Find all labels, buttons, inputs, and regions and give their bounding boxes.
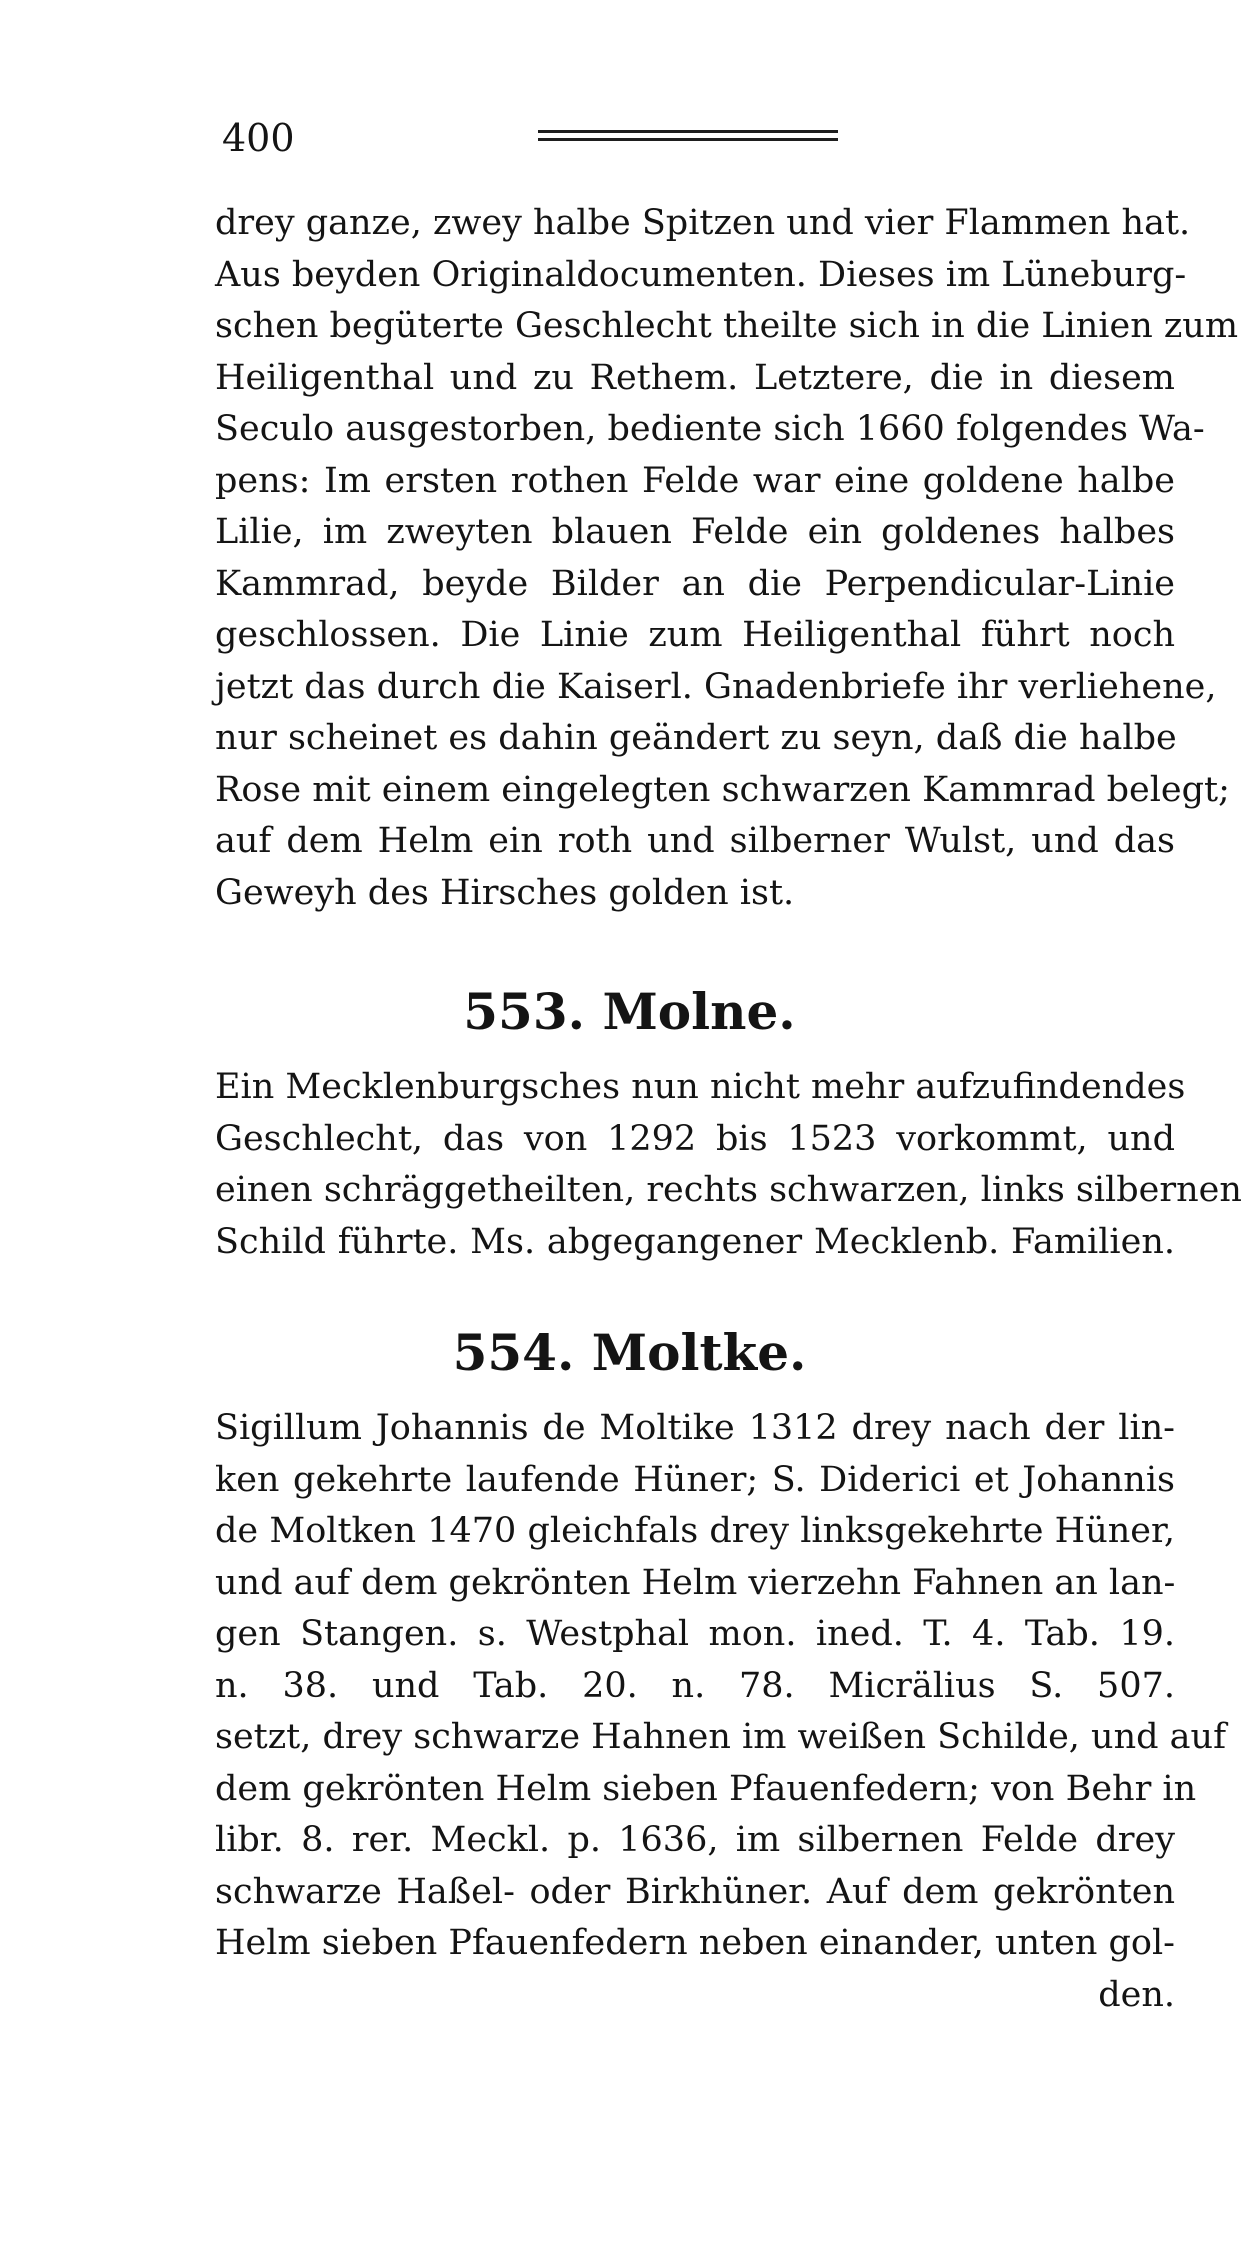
section-heading-554: 554. Moltke. [452, 1323, 807, 1382]
text-line: Helm sieben Pfauenfedern neben einander, unten gol- [215, 1923, 1175, 1963]
text-line: nur scheinet es dahin geändert zu seyn, daß die halbe [215, 718, 1177, 758]
text-line: ken gekehrte laufende Hüner; S. Diderici et Johannis [215, 1459, 1175, 1500]
section-heading-553: 553. Molne. [463, 982, 796, 1041]
text-line: geschlossen. Die Linie zum Heiligenthal führt noch [215, 615, 1175, 655]
text-line: den. [1098, 1974, 1175, 2015]
text-line: jetzt das durch die Kaiserl. Gnadenbriefe ihr verliehene, [215, 666, 1217, 707]
text-line: Heiligenthal und zu Rethem. Letztere, die in diesem [215, 357, 1175, 398]
text-line: dem gekrönten Helm sieben Pfauenfedern; von Behr in [215, 1768, 1197, 1809]
text-line: einen schräggetheilten, rechts schwarzen, links silbernen [215, 1170, 1242, 1210]
text-line: Sigillum Johannis de Moltike 1312 drey nach der lin- [215, 1408, 1175, 1448]
text-line: Seculo ausgestorben, bediente sich 1660 folgendes Wa- [215, 409, 1205, 449]
text-line: auf dem Helm ein roth und silberner Wulst, und das [215, 821, 1175, 861]
text-line: de Moltken 1470 gleichfals drey linksgekehrte Hüner, [215, 1511, 1175, 1551]
text-line: n. 38. und Tab. 20. n. 78. Micrälius S. 507. [215, 1665, 1175, 1706]
text-line: Geweyh des Hirsches golden ist. [215, 872, 795, 913]
header-rule [538, 130, 838, 146]
text-line: Geschlecht, das von 1292 bis 1523 vorkommt, und [215, 1118, 1175, 1159]
text-line: schwarze Haßel- oder Birkhüner. Auf dem gekrönten [215, 1871, 1175, 1912]
text-line: Schild führte. Ms. abgegangener Mecklenb. Familien. [215, 1221, 1175, 1262]
paragraph-553 [215, 1062, 1242, 1268]
text-line: Lilie, im zweyten blauen Felde ein goldenes halbes [215, 512, 1175, 552]
text-line: setzt, drey schwarze Hahnen im weißen Schilde, und auf [215, 1717, 1227, 1757]
text-line: Aus beyden Originaldocumenten. Dieses im Lüneburg- [215, 254, 1187, 295]
text-line: Rose mit einem eingelegten schwarzen Kammrad belegt; [215, 769, 1230, 810]
text-line: libr. 8. rer. Meckl. p. 1636, im silbernen Felde drey [215, 1820, 1175, 1860]
text-line: Kammrad, beyde Bilder an die Perpendicular-Linie [215, 563, 1175, 604]
page-number: 400 [222, 116, 295, 160]
text-line: schen begüterte Geschlecht theilte sich in die Linien zum [215, 306, 1239, 346]
text-line: pens: Im ersten rothen Felde war eine goldene halbe [215, 460, 1175, 501]
text-line: und auf dem gekrönten Helm vierzehn Fahnen an lan- [215, 1562, 1176, 1603]
text-line: drey ganze, zwey halbe Spitzen und vier Flammen hat. [215, 203, 1191, 243]
text-line: gen Stangen. s. Westphal mon. ined. T. 4. Tab. 19. [215, 1614, 1175, 1654]
paragraph-continuation [215, 198, 1239, 919]
paragraph-554 [215, 1403, 1227, 2021]
text-line: Ein Mecklenburgsches nun nicht mehr aufzufindendes [215, 1067, 1186, 1107]
